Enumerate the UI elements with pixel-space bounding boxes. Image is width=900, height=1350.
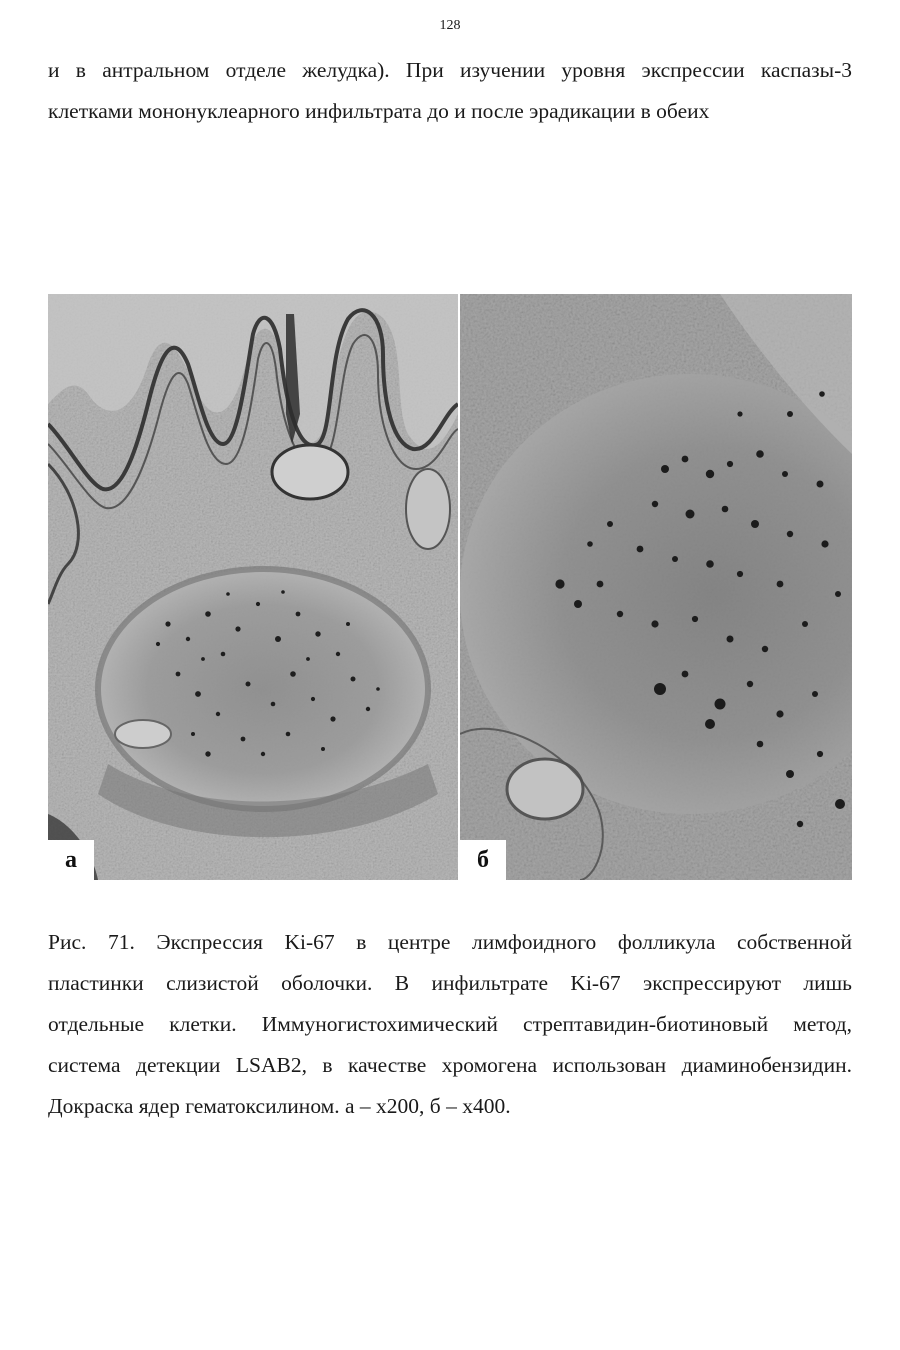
- body-line: и в антральном отделе желудка). При изучении уровня экспрессии каспазы-3: [48, 58, 852, 82]
- micrograph-image-b: [460, 294, 852, 880]
- figure-caption: [48, 922, 852, 1127]
- panel-label-b: б: [460, 840, 506, 880]
- body-line: клетками мононуклеарного инфильтрата до и после эрадикации в обеих: [48, 99, 710, 123]
- body-paragraph: [48, 50, 852, 132]
- page-number: 128: [439, 18, 461, 33]
- caption-line: отдельные клетки. Иммуногистохимический стрептавидин-биотиновый метод,: [48, 1012, 852, 1036]
- caption-line: Докраска ядер гематоксилином. а – х200, б – х400.: [48, 1094, 511, 1118]
- micrograph-image-a: [48, 294, 458, 880]
- caption-line: система детекции LSAB2, в качестве хромогена использован диаминобензидин.: [48, 1053, 852, 1077]
- panel-label-a: а: [48, 840, 94, 880]
- figure-micrographs: [48, 294, 852, 880]
- micrograph-panel-b: [460, 294, 852, 880]
- caption-line: Рис. 71. Экспрессия Ki-67 в центре лимфоидного фолликула собственной: [48, 930, 852, 954]
- caption-line: пластинки слизистой оболочки. В инфильтрате Ki-67 экспрессируют лишь: [48, 971, 852, 995]
- micrograph-panel-a: [48, 294, 458, 880]
